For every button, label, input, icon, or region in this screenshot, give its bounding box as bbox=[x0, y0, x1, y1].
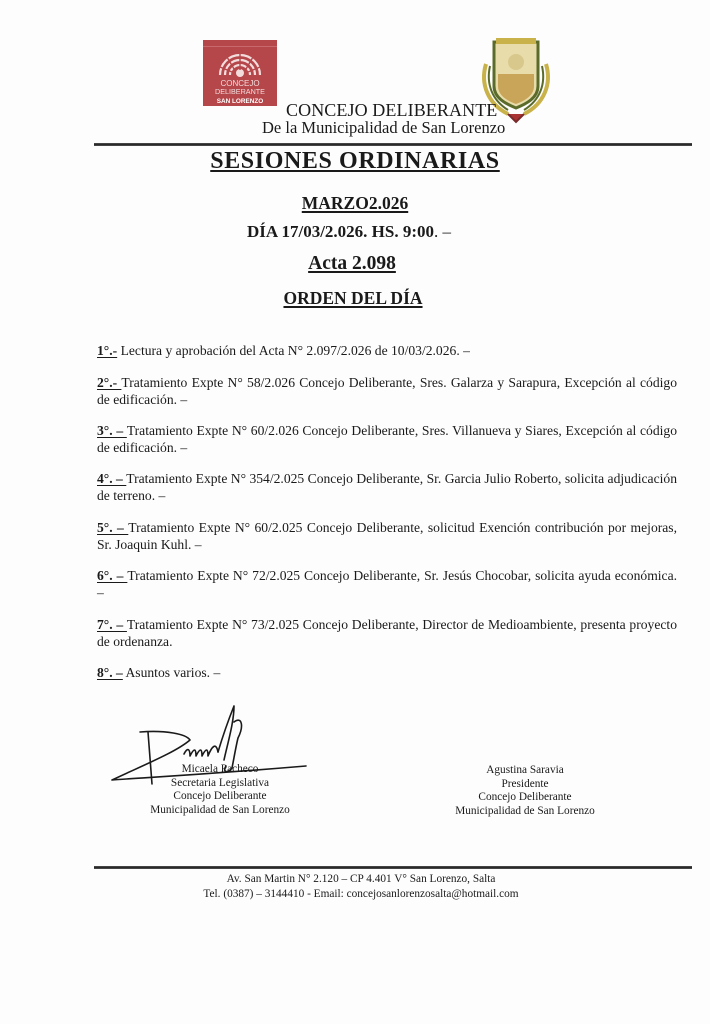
signature-block-secretaria bbox=[140, 763, 300, 817]
agenda-item bbox=[97, 568, 677, 601]
header-title: CONCEJO DELIBERANTE bbox=[286, 100, 498, 120]
agenda-item-number: 7°. – bbox=[97, 617, 127, 632]
agenda-item bbox=[97, 665, 677, 682]
agenda-item-number: 2°.- bbox=[97, 375, 122, 390]
signer-municipality: Municipalidad de San Lorenzo bbox=[455, 804, 595, 817]
main-heading-text: SESIONES ORDINARIAS bbox=[210, 148, 500, 174]
signer-role: Presidente bbox=[501, 777, 549, 790]
footer-contact: Tel. (0387) – 3144410 - Email: concejosanlorenzosalta@hotmail.com bbox=[203, 888, 519, 900]
orden-heading-text: ORDEN DEL DÍA bbox=[283, 288, 423, 308]
orden-heading bbox=[0, 288, 708, 309]
signer-name: Micaela Pacheco bbox=[181, 763, 259, 775]
agenda-item bbox=[97, 423, 677, 456]
acta-heading bbox=[0, 253, 707, 275]
agenda-item-text: Lectura y aprobación del Acta N° 2.097/2.026 de 10/03/2.026. – bbox=[117, 343, 470, 358]
date-line-dash: . – bbox=[434, 222, 452, 241]
header-divider bbox=[94, 143, 692, 146]
agenda-item-text: Tratamiento Expte N° 60/2.026 Concejo Deliberante, Sres. Villanueva y Siares, Excepción al código de edificación. – bbox=[97, 423, 677, 455]
agenda-item-number: 6°. – bbox=[97, 568, 128, 583]
logo-text-concejo: CONCEJO bbox=[220, 79, 260, 88]
agenda-item-text: Tratamiento Expte N° 60/2.025 Concejo Deliberante, solicitud Exención contribución por mejoras, Sr. Joaquin Kuhl. – bbox=[97, 520, 677, 552]
agenda-item bbox=[97, 617, 677, 650]
footer-divider bbox=[94, 866, 692, 869]
month-heading-text: MARZO2.026 bbox=[301, 193, 409, 213]
agenda-item-number: 3°. – bbox=[97, 423, 127, 438]
agenda-item-number: 8°. – bbox=[97, 665, 123, 680]
main-heading bbox=[0, 148, 710, 175]
agenda-item-text: Tratamiento Expte N° 73/2.025 Concejo Deliberante, Director de Medioambiente, presenta proyecto de ordenanza. bbox=[97, 617, 677, 649]
header-subtitle: De la Municipalidad de San Lorenzo bbox=[262, 118, 506, 137]
signature-block-presidente bbox=[440, 764, 610, 818]
agenda-item-number: 1°.- bbox=[97, 343, 118, 358]
date-line-text: DÍA 17/03/2.026. HS. 9:00 bbox=[246, 222, 435, 241]
month-heading bbox=[0, 193, 710, 214]
signer-org: Concejo Deliberante bbox=[173, 790, 267, 802]
agenda-item bbox=[97, 343, 677, 360]
agenda-item bbox=[97, 520, 677, 553]
agenda-item-number: 4°. – bbox=[97, 471, 127, 486]
agenda-item bbox=[97, 375, 677, 408]
signer-name: Agustina Saravia bbox=[486, 764, 564, 776]
date-line bbox=[0, 222, 704, 242]
agenda-item-text: Tratamiento Expte N° 72/2.025 Concejo Deliberante, Sr. Jesús Chocobar, solicita ayuda económica. – bbox=[97, 568, 678, 600]
signer-org: Concejo Deliberante bbox=[478, 791, 572, 803]
agenda-item-text: Asuntos varios. – bbox=[122, 665, 221, 680]
footer-address: Av. San Martin N° 2.120 – CP 4.401 V° San Lorenzo, Salta bbox=[226, 873, 496, 885]
signer-role: Secretaria Legislativa bbox=[170, 776, 270, 789]
signer-municipality: Municipalidad de San Lorenzo bbox=[150, 803, 290, 816]
logo-text-deliberante: DELIBERANTE bbox=[215, 87, 265, 96]
acta-heading-text: Acta 2.098 bbox=[308, 253, 396, 274]
logo-text-san-lorenzo: SAN LORENZO bbox=[216, 98, 264, 105]
agenda-item-text: Tratamiento Expte N° 58/2.026 Concejo Deliberante, Sres. Galarza y Sarapura, Excepción al código de edificación. – bbox=[97, 375, 677, 407]
agenda-item-number: 5°. – bbox=[97, 520, 129, 535]
agenda-item-text: Tratamiento Expte N° 354/2.025 Concejo Deliberante, Sr. Garcia Julio Roberto, solicita adjudicación de terreno. – bbox=[97, 471, 677, 503]
concejo-logo bbox=[203, 40, 277, 106]
agenda-item bbox=[97, 471, 677, 504]
